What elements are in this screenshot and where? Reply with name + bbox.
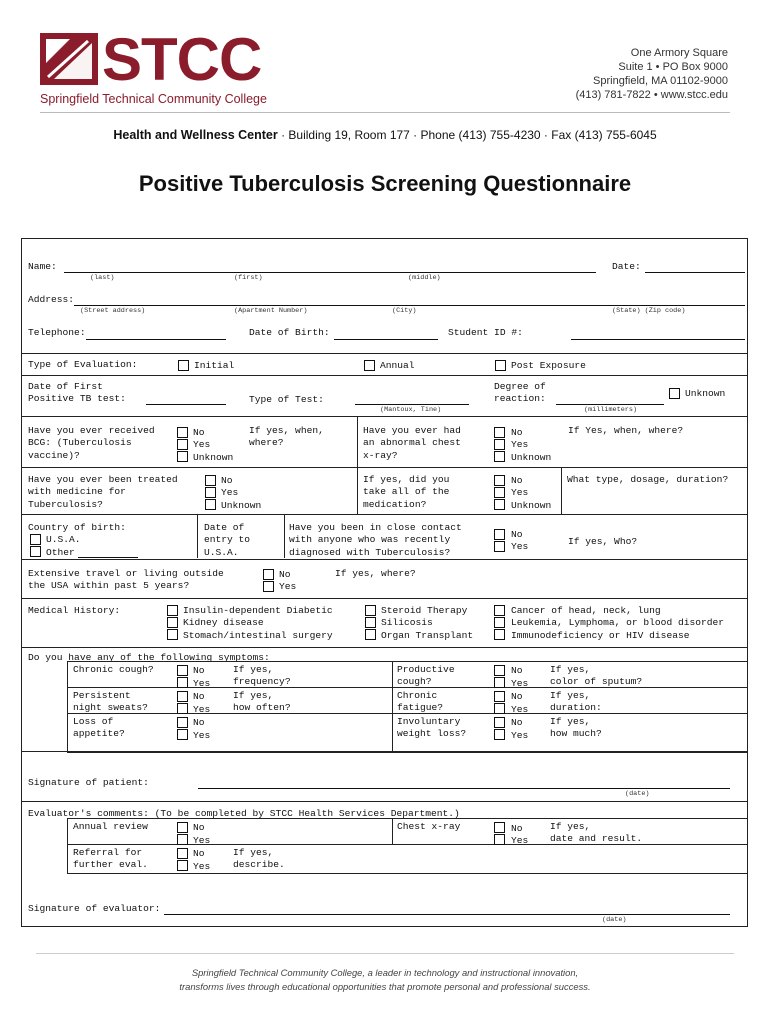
fatigue-yes-label: Yes	[511, 704, 529, 715]
degree-label	[494, 381, 546, 406]
middle-hint: (middle)	[408, 274, 441, 282]
footer-line: transforms lives through educational opportunities that promote personal and professional success.	[179, 981, 591, 992]
treated-question	[28, 474, 178, 511]
xray-no-checkbox[interactable]	[494, 427, 505, 438]
appetite-yes-label: Yes	[193, 730, 211, 741]
appetite-question	[73, 716, 125, 741]
productive-line: Productive	[397, 664, 455, 675]
treated-yes-label: Yes	[221, 487, 239, 498]
degree-unknown-checkbox[interactable]	[669, 388, 680, 399]
annual-review-yes-checkbox[interactable]	[177, 834, 188, 845]
referral-describe-label	[233, 847, 285, 872]
degree-line: reaction:	[494, 393, 546, 405]
travel-yes-label: Yes	[279, 581, 297, 592]
chest-xray-no-checkbox[interactable]	[494, 822, 505, 833]
sweats-line: Persistent	[73, 690, 131, 701]
row-divider	[22, 353, 747, 354]
treated-no-label: No	[221, 475, 233, 486]
contact-line: Have you been in close contact	[289, 522, 462, 533]
bcg-question	[28, 425, 155, 462]
country-other-field[interactable]	[78, 557, 138, 558]
footer-divider	[36, 953, 734, 954]
contact-who-label: If yes, Who?	[568, 536, 638, 547]
fatigue-line: Chronic	[397, 690, 438, 701]
contact-yes-label: Yes	[511, 541, 529, 552]
eval-initial-label: Initial	[194, 360, 235, 371]
first-tb-line: Positive TB test:	[28, 393, 126, 405]
entry-date-label	[204, 522, 250, 559]
footer-tagline	[0, 966, 770, 994]
much-line: If yes,	[550, 716, 591, 727]
travel-question	[28, 568, 224, 593]
evaluator-signature-label: Signature of evaluator:	[28, 903, 161, 914]
millimeters-hint: (millimeters)	[584, 406, 638, 414]
row-divider	[22, 375, 747, 376]
address-line: Springfield, MA 01102-9000	[593, 75, 728, 87]
cough-yes-label: Yes	[193, 678, 211, 689]
street-hint: (Street address)	[80, 307, 146, 315]
contact-yes-checkbox[interactable]	[494, 541, 505, 552]
travel-no-checkbox[interactable]	[263, 569, 274, 580]
taken-line: medication?	[363, 498, 427, 510]
weight-line: Involuntary	[397, 716, 461, 727]
address-field[interactable]	[74, 305, 745, 306]
city-hint: (City)	[392, 307, 417, 315]
row-divider	[22, 467, 747, 468]
annual-review-label: Annual review	[73, 821, 148, 832]
annual-review-yes-label: Yes	[193, 835, 211, 846]
bcg-yes-label: Yes	[193, 439, 211, 450]
med-transplant-checkbox[interactable]	[365, 629, 376, 640]
med-steroid-checkbox[interactable]	[365, 605, 376, 616]
center-info-line	[0, 128, 770, 142]
address-line: Suite 1 • PO Box 9000	[618, 61, 728, 73]
apartment-hint: (Apartment Number)	[234, 307, 308, 315]
much-line: how much?	[550, 728, 602, 740]
footer-line: Springfield Technical Community College, a leader in technology and instructional innovation,	[191, 967, 579, 978]
med-stomach-label: Stomach/intestinal surgery	[183, 630, 333, 641]
degree-line: Degree of	[494, 381, 546, 392]
treated-unknown-checkbox[interactable]	[205, 499, 216, 510]
col-divider	[284, 514, 285, 558]
bcg-unknown-checkbox[interactable]	[177, 451, 188, 462]
describe-line: describe.	[233, 859, 285, 871]
appetite-no-label: No	[193, 717, 205, 728]
med-kidney-label: Kidney disease	[183, 617, 264, 628]
treated-no-checkbox[interactable]	[205, 475, 216, 486]
first-tb-line: Date of First	[28, 381, 103, 392]
dosage-label: What type, dosage, duration?	[567, 474, 729, 485]
bcg-line: Have you ever received	[28, 425, 155, 436]
sweats-often-label	[233, 690, 291, 715]
evaluator-signature-field[interactable]	[164, 914, 730, 915]
country-usa-checkbox[interactable]	[30, 534, 41, 545]
med-silicosis-label: Silicosis	[381, 617, 433, 628]
contact-line: with anyone who was recently	[289, 534, 451, 546]
degree-field[interactable]	[556, 404, 664, 405]
xray-when-label: If Yes, when, where?	[568, 425, 684, 436]
eval-initial-checkbox[interactable]	[178, 360, 189, 371]
col-divider	[561, 467, 562, 514]
taken-line: take all of the	[363, 486, 450, 498]
first-tb-field[interactable]	[146, 404, 226, 405]
evaluator-date-hint: (date)	[602, 916, 627, 924]
eval-post-checkbox[interactable]	[495, 360, 506, 371]
med-diabetic-label: Insulin-dependent Diabetic	[183, 605, 333, 616]
med-steroid-label: Steroid Therapy	[381, 605, 468, 616]
med-leukemia-label: Leukemia, Lymphoma, or blood disorder	[511, 617, 725, 628]
weight-no-checkbox[interactable]	[494, 717, 505, 728]
college-address	[560, 46, 728, 102]
med-leukemia-checkbox[interactable]	[494, 617, 505, 628]
eval-annual-label: Annual	[380, 360, 415, 371]
country-label: Country of birth:	[28, 522, 126, 533]
med-transplant-label: Organ Transplant	[381, 630, 474, 641]
telephone-label: Telephone:	[28, 327, 86, 338]
bcg-no-label: No	[193, 427, 205, 438]
chest-xray-no-label: No	[511, 823, 523, 834]
test-type-field[interactable]	[355, 404, 469, 405]
appetite-no-checkbox[interactable]	[177, 717, 188, 728]
annual-review-no-label: No	[193, 822, 205, 833]
patient-date-hint: (date)	[625, 790, 650, 798]
col-divider	[357, 467, 358, 514]
eval-type-label: Type of Evaluation:	[28, 359, 138, 370]
med-diabetic-checkbox[interactable]	[167, 605, 178, 616]
annual-review-no-checkbox[interactable]	[177, 822, 188, 833]
cough-no-checkbox[interactable]	[177, 665, 188, 676]
taken-no-checkbox[interactable]	[494, 475, 505, 486]
productive-no-checkbox[interactable]	[494, 665, 505, 676]
xray-unknown-checkbox[interactable]	[494, 451, 505, 462]
center-contact: · Building 19, Room 177 · Phone (413) 755-4230 · Fax (413) 755-6045	[281, 128, 657, 142]
address-line: One Armory Square	[630, 47, 728, 59]
taken-unknown-checkbox[interactable]	[494, 499, 505, 510]
often-line: how often?	[233, 702, 291, 714]
cough-yes-checkbox[interactable]	[177, 677, 188, 688]
bcg-no-checkbox[interactable]	[177, 427, 188, 438]
symptoms-label: Do you have any of the following symptoms:	[28, 652, 270, 663]
treated-yes-checkbox[interactable]	[205, 487, 216, 498]
entry-line: U.S.A.	[204, 546, 239, 558]
bcg-unknown-label: Unknown	[193, 452, 234, 463]
appetite-yes-checkbox[interactable]	[177, 729, 188, 740]
med-silicosis-checkbox[interactable]	[365, 617, 376, 628]
row-divider	[22, 751, 747, 752]
row-divider	[22, 801, 747, 802]
freq-line: If yes,	[233, 664, 274, 675]
state-zip-hint: (State) (Zip code)	[612, 307, 686, 315]
cough-no-label: No	[193, 665, 205, 676]
weight-no-label: No	[511, 717, 523, 728]
country-usa-label: U.S.A.	[46, 534, 81, 545]
productive-line: cough?	[397, 676, 432, 688]
referral-label	[73, 847, 148, 872]
productive-yes-label: Yes	[511, 678, 529, 689]
row-divider	[22, 598, 747, 599]
med-hiv-checkbox[interactable]	[494, 629, 505, 640]
sweats-yes-checkbox[interactable]	[177, 703, 188, 714]
productive-question	[397, 664, 455, 689]
taken-yes-label: Yes	[511, 487, 529, 498]
contact-no-checkbox[interactable]	[494, 529, 505, 540]
bcg-yes-checkbox[interactable]	[177, 439, 188, 450]
often-line: If yes,	[233, 690, 274, 701]
cough-question: Chronic cough?	[73, 664, 154, 675]
referral-line: further eval.	[73, 859, 148, 871]
patient-signature-field[interactable]	[198, 788, 730, 789]
weight-line: weight loss?	[397, 728, 467, 740]
med-cancer-checkbox[interactable]	[494, 605, 505, 616]
page-title: Positive Tuberculosis Screening Questionnaire	[138, 171, 632, 196]
travel-no-label: No	[279, 569, 291, 580]
appetite-line: Loss of	[73, 716, 114, 727]
col-divider	[357, 416, 358, 467]
first-tb-label	[28, 381, 126, 406]
fatigue-line: fatigue?	[397, 702, 444, 714]
address-line: (413) 781-7822 • www.stcc.edu	[575, 89, 728, 101]
treated-line: with medicine for	[28, 486, 126, 498]
logo-mark-icon	[40, 33, 98, 85]
travel-line: Extensive travel or living outside	[28, 568, 224, 579]
taken-line: If yes, did you	[363, 474, 450, 485]
row-divider	[22, 559, 747, 560]
med-hiv-label: Immunodeficiency or HIV disease	[511, 630, 690, 641]
treated-line: Tuberculosis?	[28, 498, 103, 510]
xray-line: an abnormal chest	[363, 437, 461, 449]
row-divider	[22, 514, 747, 515]
referral-line: Referral for	[73, 847, 143, 858]
address-label: Address:	[28, 294, 75, 305]
country-other-label: Other	[46, 547, 75, 558]
xray-unknown-label: Unknown	[511, 452, 552, 463]
row-divider	[22, 647, 747, 648]
bcg-when-line: If yes, when,	[249, 425, 324, 436]
sputum-line: If yes,	[550, 664, 591, 675]
chest-xray-yes-label: Yes	[511, 835, 529, 846]
sweats-question	[73, 690, 148, 715]
fatigue-yes-checkbox[interactable]	[494, 703, 505, 714]
fatigue-no-checkbox[interactable]	[494, 691, 505, 702]
xray-yes-checkbox[interactable]	[494, 439, 505, 450]
student-id-field[interactable]	[571, 339, 745, 340]
duration-line: duration:	[550, 702, 602, 714]
xray-yes-label: Yes	[511, 439, 529, 450]
referral-no-label: No	[193, 848, 205, 859]
degree-unknown-label: Unknown	[685, 388, 726, 399]
freq-line: frequency?	[233, 676, 291, 688]
fatigue-no-label: No	[511, 691, 523, 702]
questionnaire-form	[21, 238, 748, 927]
appetite-line: appetite?	[73, 728, 125, 740]
weight-question	[397, 716, 466, 741]
sweats-line: night sweats?	[73, 702, 148, 714]
chest-xray-yes-checkbox[interactable]	[494, 834, 505, 845]
mantoux-hint: (Mantoux, Tine)	[380, 406, 442, 414]
first-hint: (first)	[234, 274, 263, 282]
med-kidney-checkbox[interactable]	[167, 617, 178, 628]
taken-unknown-label: Unknown	[511, 500, 552, 511]
evaluator-row-divider	[67, 844, 747, 845]
contact-no-label: No	[511, 529, 523, 540]
travel-where-label: If yes, where?	[335, 568, 416, 579]
referral-yes-label: Yes	[193, 861, 211, 872]
country-other-checkbox[interactable]	[30, 546, 41, 557]
entry-line: Date of	[204, 522, 245, 533]
patient-signature-label: Signature of patient:	[28, 777, 149, 788]
chest-xray-label: Chest x-ray	[397, 821, 461, 832]
contact-line: diagnosed with Tuberculosis?	[289, 546, 451, 558]
bcg-line: BCG: (Tuberculosis	[28, 437, 132, 449]
med-stomach-checkbox[interactable]	[167, 629, 178, 640]
name-field[interactable]	[64, 272, 596, 273]
xray-no-label: No	[511, 427, 523, 438]
result-line: If yes,	[550, 821, 591, 832]
treated-line: Have you ever been treated	[28, 474, 178, 485]
treated-unknown-label: Unknown	[221, 500, 262, 511]
row-divider	[22, 416, 747, 417]
referral-yes-checkbox[interactable]	[177, 860, 188, 871]
eval-post-label: Post Exposure	[511, 360, 586, 371]
contact-question	[289, 522, 462, 559]
medical-history-label: Medical History:	[28, 605, 121, 616]
name-label: Name:	[28, 261, 57, 272]
entry-line: entry to	[204, 534, 251, 546]
test-type-label: Type of Test:	[249, 394, 324, 405]
sputum-line: color of sputum?	[550, 676, 643, 688]
sputum-label	[550, 664, 642, 689]
telephone-field[interactable]	[86, 339, 226, 340]
center-name: Health and Wellness Center	[113, 128, 278, 142]
college-name: Springfield Technical Community College	[40, 92, 267, 106]
xray-line: Have you ever had	[363, 425, 461, 436]
referral-no-checkbox[interactable]	[177, 848, 188, 859]
col-divider	[392, 818, 393, 844]
header-divider	[40, 112, 730, 113]
fatigue-duration-label	[550, 690, 602, 715]
bcg-when-label	[249, 425, 324, 450]
taken-question	[363, 474, 449, 511]
travel-yes-checkbox[interactable]	[263, 581, 274, 592]
describe-line: If yes,	[233, 847, 274, 858]
sweats-no-checkbox[interactable]	[177, 691, 188, 702]
sweats-no-label: No	[193, 691, 205, 702]
dob-label: Date of Birth:	[249, 327, 330, 338]
weight-yes-checkbox[interactable]	[494, 729, 505, 740]
travel-line: the USA within past 5 years?	[28, 580, 190, 592]
col-divider	[197, 514, 198, 558]
bcg-when-line: where?	[249, 437, 284, 449]
dob-field[interactable]	[334, 339, 438, 340]
date-label: Date:	[612, 261, 641, 272]
taken-no-label: No	[511, 475, 523, 486]
date-field[interactable]	[645, 272, 745, 273]
chest-xray-result-label	[550, 821, 642, 846]
xray-question	[363, 425, 461, 462]
productive-yes-checkbox[interactable]	[494, 677, 505, 688]
med-cancer-label: Cancer of head, neck, lung	[511, 605, 661, 616]
student-id-label: Student ID #:	[448, 327, 523, 338]
fatigue-question	[397, 690, 443, 715]
sweats-yes-label: Yes	[193, 704, 211, 715]
evaluator-comments-label: Evaluator's comments: (To be completed by STCC Health Services Department.)	[28, 808, 460, 819]
productive-no-label: No	[511, 665, 523, 676]
weight-much-label	[550, 716, 602, 741]
college-logo	[40, 26, 267, 111]
bcg-line: vaccine)?	[28, 449, 80, 461]
taken-yes-checkbox[interactable]	[494, 487, 505, 498]
logo-text: STCC	[102, 26, 262, 93]
result-line: date and result.	[550, 833, 643, 845]
weight-yes-label: Yes	[511, 730, 529, 741]
xray-line: x-ray?	[363, 449, 398, 461]
eval-annual-checkbox[interactable]	[364, 360, 375, 371]
last-hint: (last)	[90, 274, 115, 282]
duration-line: If yes,	[550, 690, 591, 701]
cough-frequency-label	[233, 664, 291, 689]
col-divider	[392, 661, 393, 751]
